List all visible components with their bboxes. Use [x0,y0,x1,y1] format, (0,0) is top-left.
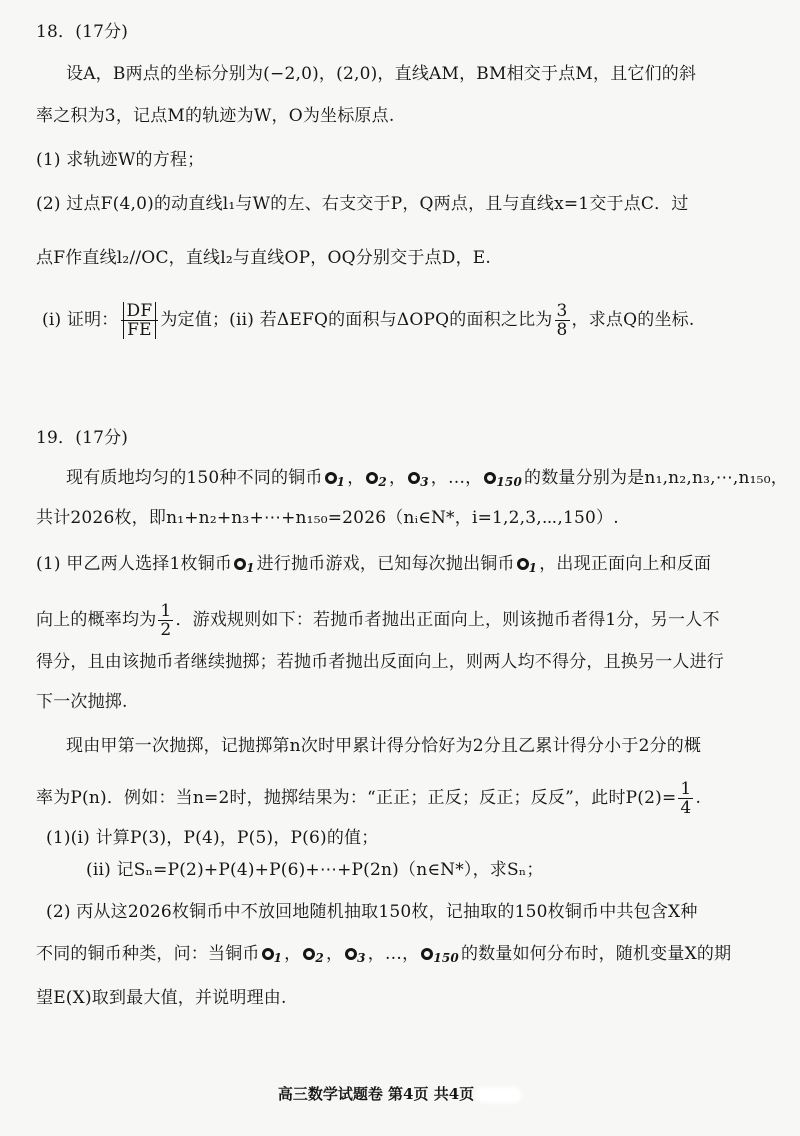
q19-part-2-text-b: 的数量如何分布时，随机变量X的期 [460,944,732,964]
q19-part-1-line-2 [36,602,720,639]
coin-icon [345,948,357,960]
coin-index-3: 3 [420,475,429,489]
q19-sub-1-i: (1)(i) 计算P(3)，P(4)，P(5)，P(6)的值； [46,828,379,848]
q19-part-2-line-2: 不同的铜币种类，问：当铜币 1 ， 2 ， 3 ，…， 150 的数量如何分布时，随机变量X的期 [36,944,732,965]
q18-sub-ii-end: ，求点Q的坐标. [571,310,695,330]
coin-icon [421,948,433,960]
q19-example-end: . [695,788,702,808]
p2-fraction [678,780,693,817]
ratio-numerator: 3 [556,301,568,321]
q18-sub-ii-text: 为定值；(ii) 若ΔEFQ的面积与ΔOPQ的面积之比为 [160,310,553,330]
coin-index-3: 3 [357,951,366,965]
half-fraction [158,602,173,639]
half-denominator: 2 [160,620,172,640]
q18-sub-i-label: (i) 证明： [42,310,119,330]
coin-icon [325,472,337,484]
q18-part-2-line-1: (2) 过点F(4,0)的动直线l₁与W的左、右支交于P，Q两点，且与直线x=1交于点C．过 [36,194,689,214]
q19-part-1-line-1 [36,552,711,580]
q19-header: 19．(17分) [36,428,129,448]
half-numerator: 1 [160,601,172,621]
q18-line-2: 率之积为3，记点M的轨迹为W，O为坐标原点. [36,106,395,126]
q18-part-2-line-2: 点F作直线l₂//OC，直线l₂与直线OP，OQ分别交于点D，E. [36,248,491,268]
p2-denominator: 4 [680,798,692,818]
q19-part-1-line-4: 下一次抛掷. [36,692,128,712]
q19-part-1-text-a: (1) 甲乙两人选择1枚铜币 [36,554,233,574]
q18-line-1: 设A，B两点的坐标分别为(−2,0)，(2,0)，直线AM，BM相交于点M，且它们的斜 [66,64,697,84]
q19-part-2-line-1: (2) 丙从这2026枚铜币中不放回地随机抽取150枚，记抽取的150枚铜币中共包含X种 [46,902,698,922]
coin-index-1: 1 [336,475,346,489]
q19-sub-1-ii: (ii) 记Sₙ=P(2)+P(4)+P(6)+⋯+P(2n)（n∈N*），求Sₙ； [86,860,544,880]
q18-header: 18．(17分) [36,22,129,42]
p2-numerator: 1 [680,779,692,799]
q19-part-1-text-b: 进行抛币游戏，已知每次抛出铜币 [256,554,515,574]
abs-ratio-fraction [121,302,159,339]
q19-part-1-line-5: 现由甲第一次抛掷，记抛掷第n次时甲累计得分恰好为2分且乙累计得分小于2分的概 [66,736,702,756]
q19-line-1: 现有质地均匀的150种不同的铜币 1 ， 2 ， 3 ，…， 150 的数量分别为是n₁,n₂,n₃,⋯,n₁₅₀， [66,468,788,489]
q19-part-1-line-3: 得分，且由该抛币者继续抛掷；若抛币者抛出反面向上，则两人均不得分，且换另一人进行 [36,652,724,672]
q19-line-2: 共计2026枚，即n₁+n₂+n₃+⋯+n₁₅₀=2026（nᵢ∈N*，i=1,2,3,⋯,150）. [36,508,619,528]
abs-df: DF [123,302,157,320]
q19-part-1-line-6 [36,780,701,817]
q19-line-1-text: 现有质地均匀的150种不同的铜币 [66,468,323,488]
ratio-fraction [555,302,570,339]
ratio-denominator: 8 [556,320,568,340]
watermark-blur [476,1087,522,1103]
coin-icon [517,558,529,570]
q19-line-1-end: 的数量分别为是n₁,n₂,n₃,⋯,n₁₅₀， [524,468,788,488]
coin-index-1: 1 [528,561,538,575]
q19-example-text: 率为P(n)．例如：当n=2时，抛掷结果为：“正正；正反；反正；反反”，此时P(2)= [36,788,677,808]
ellipsis: ，…， [367,944,420,964]
coin-index-150: 150 [433,951,459,965]
coin-icon [262,948,274,960]
coin-icon [303,948,315,960]
ellipsis: ，…， [430,468,483,488]
q19-part-2-line-3: 望E(X)取到最大值，并说明理由. [36,988,287,1008]
coin-icon [484,472,496,484]
coin-index-1: 1 [273,951,283,965]
coin-index-2: 2 [378,475,387,489]
q19-part-1-text-c: ，出现正面向上和反面 [539,554,712,574]
coin-icon [408,472,420,484]
q18-part-1: (1) 求轨迹W的方程； [36,150,205,170]
q19-rules-text: ．游戏规则如下：若抛币者抛出正面向上，则该抛币者得1分，另一人不 [175,610,720,630]
coin-index-2: 2 [315,951,324,965]
coin-index-150: 150 [496,475,523,489]
q19-part-2-text-a: 不同的铜币种类，问：当铜币 [36,944,260,964]
coin-icon [234,558,246,570]
q19-prob-text: 向上的概率均为 [36,610,157,630]
footer-text: 高三数学试题卷 第4页 共4页 [277,1085,475,1103]
q18-part-2-subquestions [42,302,694,339]
abs-fe: FE [123,321,156,339]
page-footer [0,1083,800,1104]
coin-index-1: 1 [246,561,255,575]
coin-icon [366,472,378,484]
